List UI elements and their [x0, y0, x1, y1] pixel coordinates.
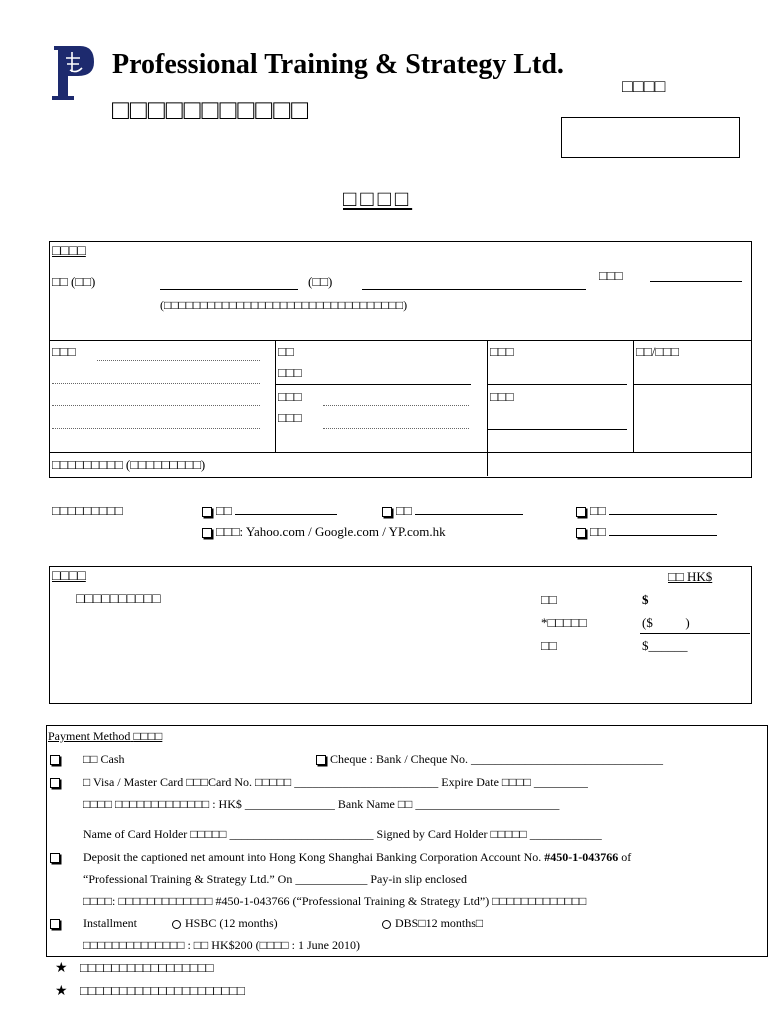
installment-note: □□□□□□□□□□□□□□ : □□ HK$200 (□□□□ : 1 June 2010)	[83, 938, 360, 952]
checkbox-icon	[576, 507, 586, 517]
phone-label-3: □□□	[278, 389, 302, 404]
name-label: □□ (□□)	[52, 274, 96, 289]
star-icon: ★	[55, 961, 68, 976]
source-option-3[interactable]: □□	[576, 503, 717, 519]
hsbc-option[interactable]: HSBC (12 months)	[172, 916, 278, 931]
card-label: □ Visa / Master Card □□□Card No. □□□□□ ________________________ Expire Date □□□□ _________	[83, 775, 588, 789]
deposit-line-2: “Professional Training & Strategy Ltd.” On ____________ Pay-in slip enclosed	[83, 872, 467, 886]
gender-label: □□□	[599, 268, 623, 283]
course-box	[49, 566, 752, 704]
total-label: □□	[541, 638, 557, 653]
phone-label-4: □□□	[278, 410, 302, 425]
personal-info-title: □□□□	[52, 244, 86, 259]
footer-note-1: □□□□□□□□□□□□□□□□□	[80, 960, 214, 975]
currency-label: □□ HK$	[668, 569, 713, 584]
discount-label: *□□□□□	[541, 615, 587, 630]
address-line-1[interactable]	[97, 360, 260, 361]
company-name-zh: □□□□□□□□□□□	[112, 95, 310, 126]
source-option-5[interactable]: □□	[576, 524, 717, 540]
checkbox-icon	[576, 528, 586, 538]
name-en-label: (□□)	[308, 274, 333, 289]
phone-field-4[interactable]	[323, 428, 469, 429]
col3-label-1: □□□	[490, 344, 514, 359]
checkbox-icon	[202, 528, 212, 538]
discount-value[interactable]: ($ )	[642, 615, 690, 630]
fee-value: $	[642, 592, 649, 607]
company-logo	[50, 44, 96, 102]
name-zh-field[interactable]	[160, 276, 298, 290]
phone-label-2: □□□	[278, 365, 302, 380]
source-option-1[interactable]: □□	[202, 503, 337, 519]
checkbox-icon	[382, 507, 392, 517]
office-use-box[interactable]	[561, 117, 740, 158]
form-title: □□□□	[343, 186, 413, 211]
card-holder: Name of Card Holder □□□□□ ________________________ Signed by Card Holder □□□□□ ____________	[83, 827, 602, 841]
office-use-label: □□□□	[622, 76, 666, 96]
installment-label: Installment	[83, 916, 137, 930]
cheque-option[interactable]: Cheque : Bank / Cheque No. ________________________________	[316, 752, 663, 767]
dbs-option[interactable]: DBS□12 months□	[382, 916, 483, 931]
source-option-4[interactable]: □□□: Yahoo.com / Google.com / YP.com.hk	[202, 524, 446, 540]
fee-label: □□	[541, 592, 557, 607]
source-option-2[interactable]: □□	[382, 503, 523, 519]
installment-option[interactable]	[50, 916, 64, 931]
bottom-row-label: □□□□□□□□□ (□□□□□□□□□)	[52, 457, 206, 472]
deposit-line-3: □□□□: □□□□□□□□□□□□□ #450-1-043766 (“Professional Training & Strategy Ltd”) □□□□□□□□□□□□□	[83, 894, 587, 908]
cash-label: □□ Cash	[83, 752, 125, 766]
checkbox-icon	[316, 755, 326, 765]
name-note: (□□□□□□□□□□□□□□□□□□□□□□□□□□□□□□□□□)	[160, 298, 408, 312]
card-option[interactable]	[50, 775, 64, 790]
checkbox-icon	[50, 853, 60, 863]
checkbox-icon	[50, 755, 60, 765]
total-value[interactable]: $______	[642, 638, 688, 653]
col4-label: □□/□□□	[636, 344, 679, 359]
course-title: □□□□	[52, 569, 86, 584]
phone-field-3[interactable]	[323, 405, 469, 406]
col3-label-2: □□□	[490, 389, 514, 404]
star-icon: ★	[55, 984, 68, 999]
source-label: □□□□□□□□□	[52, 503, 123, 518]
address-label: □□□	[52, 344, 76, 359]
address-line-2[interactable]	[52, 383, 260, 384]
checkbox-icon	[50, 919, 60, 929]
phone-label-1: □□	[278, 344, 294, 359]
footer-note-2: □□□□□□□□□□□□□□□□□□□□□	[80, 983, 245, 998]
checkbox-icon	[202, 507, 212, 517]
deposit-line-1: Deposit the captioned net amount into Hong Kong Shanghai Banking Corporation Account No. #450-1-043766 of	[83, 850, 632, 864]
address-line-4[interactable]	[52, 428, 260, 429]
name-en-field[interactable]	[362, 276, 586, 290]
address-line-3[interactable]	[52, 405, 260, 406]
checkbox-icon	[50, 778, 60, 788]
cash-option[interactable]	[50, 752, 64, 767]
deposit-option[interactable]	[50, 850, 64, 865]
payment-title: Payment Method □□□□	[48, 729, 163, 743]
radio-icon	[382, 920, 391, 929]
course-name-label: □□□□□□□□□□	[76, 592, 161, 607]
company-name-en: Professional Training & Strategy Ltd.	[112, 49, 564, 80]
gender-field[interactable]	[650, 268, 742, 282]
card-amount: □□□□ □□□□□□□□□□□□□ : HK$ _______________ Bank Name □□ ________________________	[83, 797, 560, 811]
radio-icon	[172, 920, 181, 929]
